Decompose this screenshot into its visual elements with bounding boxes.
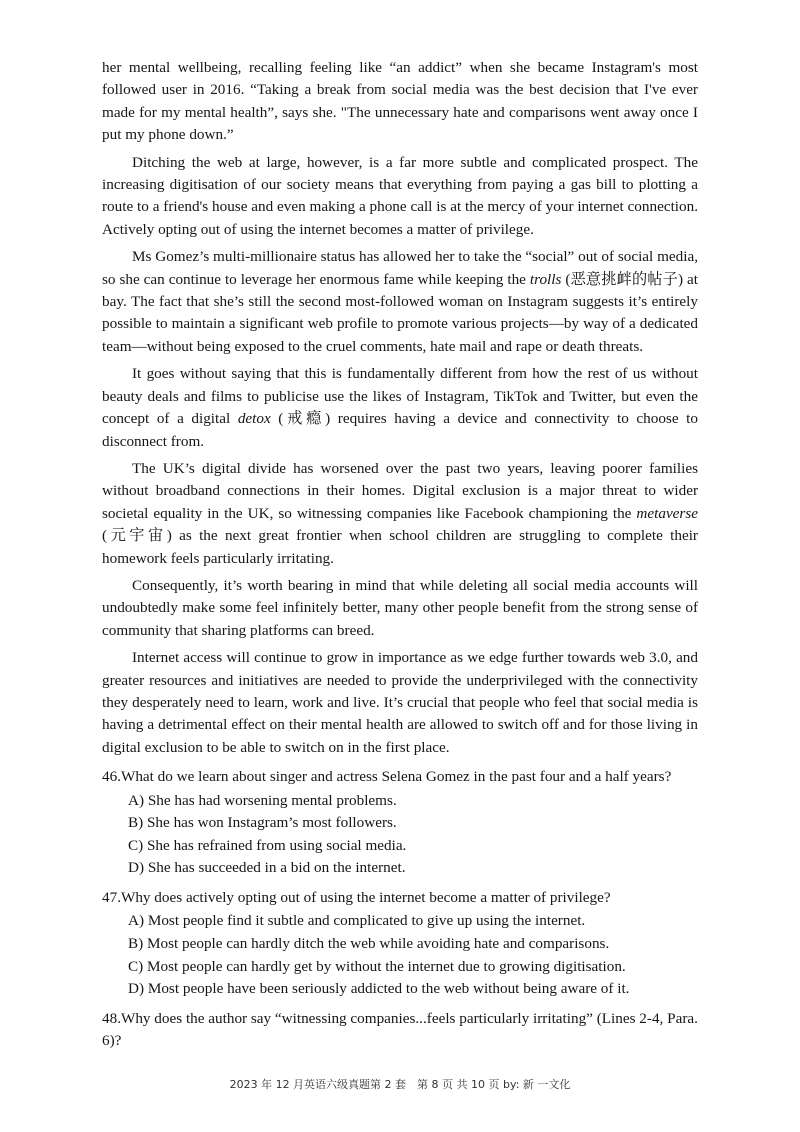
question-46-stem: 46.What do we learn about singer and actress Selena Gomez in the past four and a half years? [102,768,672,786]
term-detox: detox [237,410,271,428]
question-46-option-c[interactable]: C) She has refrained from using social media. [128,836,407,854]
paragraph-5-text-a: The UK’s digital divide has worsened over the past two years, leaving poorer families without broadband connections in their homes. Digital exclusion is a major threat to wider societal equality in the UK, so witnessing companies like Facebook championing the [102,459,698,522]
question-47-options [102,910,698,1000]
paragraph-4-text-a: It goes without saying that this is fundamentally different from how the rest of us without beauty deals and films to publicise use the likes of Instagram, TikTok and Twitter, but even the concept of a digital [102,365,698,428]
paragraph-4-text-b: (戒瘾) requires having a device and connectivity to choose to disconnect from. [102,410,698,450]
question-47-option-b[interactable]: B) Most people can hardly ditch the web while avoiding hate and comparisons. [128,934,610,952]
question-47-option-d[interactable]: D) Most people have been seriously addicted to the web without being aware of it. [128,980,630,998]
passage-paragraph-4 [102,363,698,453]
term-metaverse: metaverse [636,504,698,522]
question-46-option-a[interactable]: A) She has had worsening mental problems. [128,791,397,809]
question-48-stem: 48.Why does the author say “witnessing companies...feels particularly irritating” (Lines 2-4, Para. 6)? [102,1009,698,1050]
passage-paragraph-5 [102,458,698,570]
page-footer: 2023 年 12 月英语六级真题第 2 套 第 8 页 共 10 页 by: 新 一文化 [229,1078,571,1091]
paragraph-3-text-b: (恶意挑衅的帖子) at bay. The fact that she’s still the second most-followed woman on Instagram suggests it’s entirely possible to maintain a significant web profile to promote various projects—by way of a dedicated team—without being exposed to the cruel comments, hate mail and rape or death threats. [102,270,698,355]
term-trolls: trolls [529,270,562,288]
question-46-option-b[interactable]: B) She has won Instagram’s most followers. [128,814,397,832]
question-47-stem: 47.Why does actively opting out of using the internet become a matter of privilege? [102,888,611,906]
passage-paragraph-1: her mental wellbeing, recalling feeling like “an addict” when she became Instagram's most followed user in 2016. “Taking a break from social media was the best decision that I've ever made for my mental health”, says she. "The unnecessary hate and comparisons went away once I put my phone down.” [102,59,698,144]
question-47-option-a[interactable]: A) Most people find it subtle and complicated to give up using the internet. [128,912,586,930]
passage-paragraph-2: Ditching the web at large, however, is a far more subtle and complicated prospect. The increasing digitisation of our society means that everything from paying a gas bill to plotting a route to a friend's house and even making a phone call is at the mercy of your internet connection. Actively opting out of using the internet becomes a matter of privilege. [102,153,698,238]
paragraph-5-text-b: (元宇宙) as the next great frontier when school children are struggling to complete their homework feels particularly irritating. [102,527,698,567]
passage-paragraph-6: Consequently, it’s worth bearing in mind that while deleting all social media accounts will undoubtedly make some feel infinitely better, many other people benefit from the strong sense of community that sharing platforms can breed. [102,576,698,639]
paragraph-3-text-a: Ms Gomez’s multi-millionaire status has allowed her to take the “social” out of social media, so she can continue to leverage her enormous fame while keeping the [102,248,698,288]
question-46-option-d[interactable]: D) She has succeeded in a bid on the internet. [128,859,406,877]
exam-page [102,57,698,1054]
passage-paragraph-7: Internet access will continue to grow in importance as we edge further towards web 3.0, and greater resources and initiatives are needed to provide the underprivileged with the connectivity they desperately need to learn, work and live. It’s crucial that people who feel that social media is having a detrimental effect on their mental health are allowed to switch off and for those living in digital exclusion to be able to switch on in the first place. [102,649,698,756]
passage-paragraph-3 [102,246,698,358]
question-46-options [102,790,698,880]
question-47-option-c[interactable]: C) Most people can hardly get by without the internet due to growing digitisation. [128,957,626,975]
